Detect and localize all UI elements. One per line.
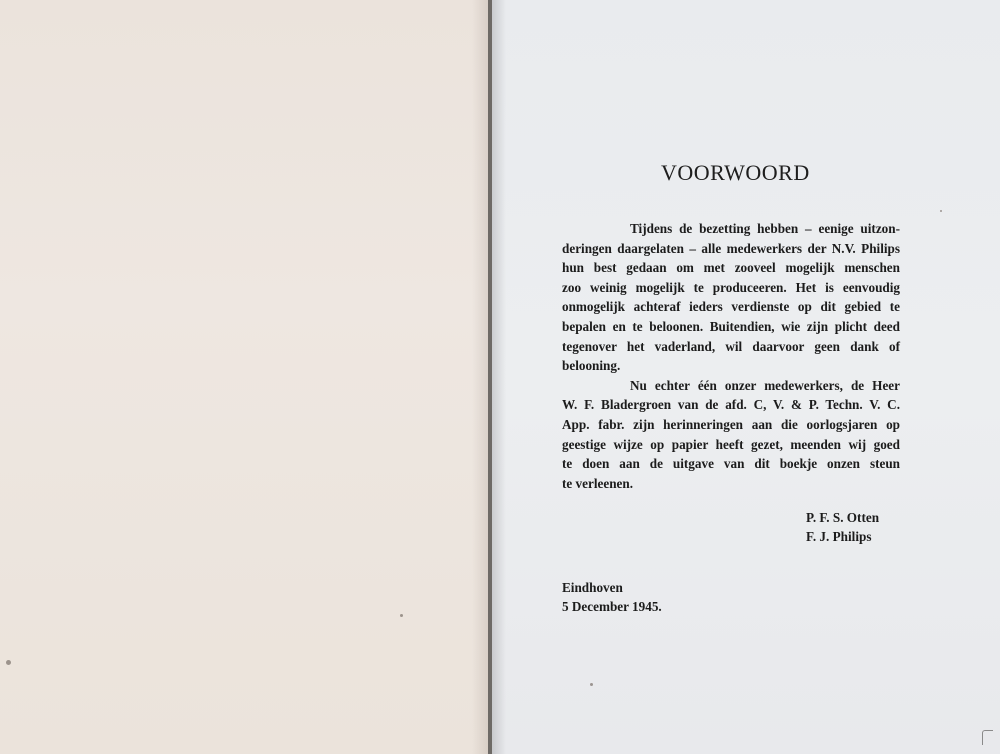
- text-line: W. F. Bladergroen van de afd. C, V. & P. Techn. V. C.: [562, 397, 900, 413]
- paper-speck: [6, 660, 11, 665]
- signatory-name: P. F. S. Otten: [806, 510, 880, 525]
- page-title: VOORWOORD: [661, 160, 810, 185]
- text-line: App. fabr. zijn herinneringen aan die oorlogsjaren op: [562, 416, 900, 432]
- text-line: zoo weinig mogelijk te produceeren. Het is eenvoudig: [562, 279, 900, 295]
- paper-speck: [400, 614, 403, 617]
- page-corner-mark: [982, 730, 993, 745]
- date: 5 December 1945.: [562, 599, 662, 614]
- text-line: belooning.: [562, 358, 621, 374]
- text-line: hun best gedaan om met zooveel mogelijk menschen: [562, 260, 900, 276]
- place: Eindhoven: [562, 580, 623, 595]
- signatory-name: F. J. Philips: [806, 529, 872, 544]
- text-line: Tijdens de bezetting hebben – eenige uitzon-: [630, 221, 900, 236]
- left-page-blank: [0, 0, 490, 754]
- text-line: tegenover het vaderland, wil daarvoor geen dank of: [562, 338, 900, 354]
- paper-speck: [590, 683, 593, 686]
- text-line: te verleenen.: [562, 475, 634, 491]
- signatures: [806, 508, 879, 546]
- text-line: bepalen en te beloonen. Buitendien, wie zijn plicht deed: [562, 318, 900, 334]
- paper-speck: [940, 210, 942, 212]
- text-line: te doen aan de uitgave van dit boekje onzen steun: [562, 456, 900, 472]
- text-line: geestige wijze op papier heeft gezet, meenden wij goed: [562, 436, 900, 452]
- foreword-body: [562, 219, 900, 493]
- place-and-date: [562, 578, 662, 616]
- text-line: onmogelijk achteraf ieders verdienste op dit gebied te: [562, 299, 900, 315]
- text-line: Nu echter één onzer medewerkers, de Heer: [630, 377, 900, 393]
- text-line: deringen daargelaten – alle medewerkers der N.V. Philips: [562, 240, 900, 256]
